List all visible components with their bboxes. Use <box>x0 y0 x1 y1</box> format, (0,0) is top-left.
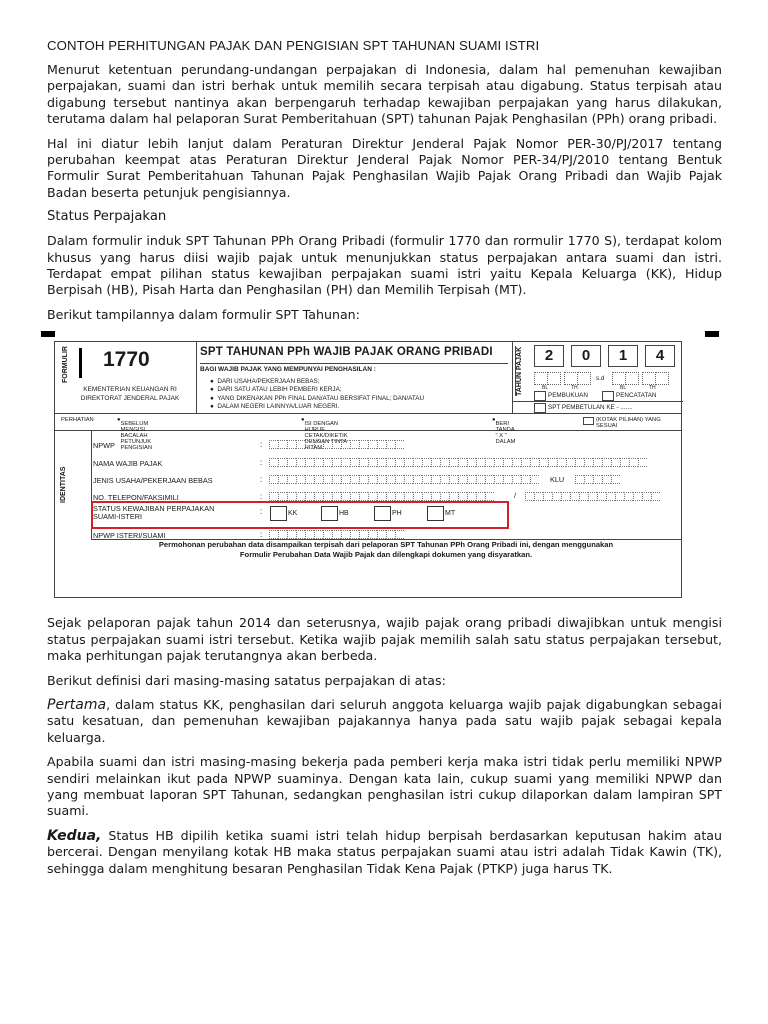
paragraph-definitions-intro: Berikut definisi dari masing-masing satatus perpajakan di atas: <box>47 672 446 688</box>
status-kk-label: KK <box>288 510 298 518</box>
identitas-label: IDENTITAS <box>60 467 67 504</box>
sample-checkbox <box>583 417 594 425</box>
document-title: CONTOH PERHITUNGAN PAJAK DAN PENGISIAN SPT TAHUNAN SUAMI ISTRI <box>47 38 540 53</box>
year-box[interactable] <box>655 372 669 385</box>
status-mt-checkbox[interactable] <box>427 506 444 521</box>
bullet-item: ● DARI USAHA/PEKERJAAN BEBAS; <box>210 378 320 386</box>
year-box[interactable] <box>642 372 656 385</box>
month-box[interactable] <box>547 372 561 385</box>
year-digit-box[interactable]: 4 <box>645 345 675 367</box>
month-box[interactable] <box>534 372 548 385</box>
kementerian-text: KEMENTERIAN KEUANGAN RI <box>83 386 177 394</box>
status-ph-label: PH <box>392 510 402 518</box>
tahun-pajak-label: TAHUN PAJAK <box>516 346 523 396</box>
perhatian-note: ● BERI TANDA " X " DALAM <box>492 417 516 446</box>
colon: : <box>260 440 263 450</box>
jenis-usaha-label: JENIS USAHA/PEKERJAAN BEBAS <box>93 476 213 486</box>
bl-label: BL <box>620 385 627 392</box>
divider <box>512 401 683 402</box>
form-code-cell <box>55 342 197 413</box>
status-ph-checkbox[interactable] <box>374 506 391 521</box>
divider <box>200 363 508 364</box>
telepon-field[interactable] <box>269 492 494 501</box>
spt-title: SPT TAHUNAN PPh WAJIB PAJAK ORANG PRIBADI <box>200 346 493 359</box>
th-label: TH <box>649 385 656 392</box>
status-mt-label: MT <box>445 510 456 518</box>
colon: : <box>260 458 263 468</box>
telepon-label: NO. TELEPON/FAKSIMILI <box>93 493 179 503</box>
year-digit-box[interactable]: 0 <box>571 345 601 367</box>
month-box[interactable] <box>612 372 626 385</box>
bullet-item: ● DALAM NEGERI LAINNYA/LUAR NEGERI. <box>210 402 340 410</box>
year-digit-box[interactable]: 1 <box>608 345 638 367</box>
pembetulan-label: SPT PEMBETULAN KE - ....... <box>548 404 633 412</box>
perhatian-note: (KOTAK PILIHAN) YANG SESUAI <box>596 417 661 430</box>
npwp-label: NPWP <box>93 441 115 451</box>
th-label: TH <box>571 385 578 392</box>
lead-word: Pertama <box>47 696 107 713</box>
registration-mark <box>705 331 719 337</box>
year-digit-box[interactable]: 2 <box>534 345 564 367</box>
klu-field[interactable] <box>575 475 620 484</box>
perhatian-note: ● SEBELUM MENGISI BACALAH PETUNJUK PENGISIAN <box>117 417 153 452</box>
spt-form <box>54 341 682 598</box>
form-title-cell <box>196 342 513 413</box>
faksimili-field[interactable] <box>525 492 660 501</box>
pencatatan-checkbox[interactable] <box>602 391 614 401</box>
identitas-section <box>55 430 681 597</box>
colon: : <box>260 530 263 540</box>
pembukuan-checkbox[interactable] <box>534 391 546 401</box>
bullet-item: ● YANG DIKENAKAN PPh FINAL DAN/ATAU BERSIFAT FINAL; DAN/ATAU <box>210 394 424 402</box>
nama-field[interactable] <box>269 458 647 467</box>
form-code: 1770 <box>103 348 150 372</box>
status-hb-label: HB <box>339 510 349 518</box>
colon: : <box>260 507 263 517</box>
status-label: STATUS KEWAJIBAN PERPAJAKAN SUAMI-ISTERI <box>93 504 215 522</box>
registration-mark <box>41 331 55 337</box>
klu-label: KLU <box>550 475 565 485</box>
identitas-column <box>55 430 77 597</box>
form-footnote: Permohonan perubahan data disampaikan terpisah dari pelaporan SPT Tahunan PPh Orang Pribadi ini, dengan menggunakan Formulir Perubahan Data Wajib Pajak dan dilengkapi dokumen yang disyaratkan. <box>158 540 614 560</box>
bagi-label: BAGI WAJIB PAJAK YANG MEMPUNYAI PENGHASILAN : <box>200 366 376 374</box>
tax-year-cell <box>512 342 683 413</box>
perhatian-note: ● ISI DENGAN HURUF CETAK/DIKETIK DENGAN TINTA HITAM <box>301 417 348 452</box>
spt-form-image <box>41 331 719 599</box>
paragraph-pertama: Pertama, dalam status KK, penghasilan dari seluruh anggota keluarga wajib pajak digabungkan sebagai satu kesatuan, dan pemenuhan kewajiban pajakannya hanya pada satu wajib pajak sebagai kepala keluarga. <box>47 696 722 745</box>
perhatian-label: PERHATIAN <box>61 417 94 424</box>
slash-separator: / <box>514 491 517 501</box>
paragraph-status: Dalam formulir induk SPT Tahunan PPh Orang Pribadi (formulir 1770 dan rormulir 1770 S), terdapat kolom khusus yang harus diisi wajib pajak untuk menunjukkan status perpajakan antara suami dan istri. Terdapat empat pilihan status kewajiban perpajakan suami istri yaitu Kepala Keluarga (KK), Hidup Berpisah (HB), Pisah Harta dan Penghasilan (PH) dan Memilih Terpisah (MT). <box>47 233 722 298</box>
paragraph-kedua: Kedua, Status HB dipilih ketika suami istri telah hidup berpisah berdasarkan keputusan hakim atau bercerai. Dengan menyilang kotak HB maka status perpajakan suami atau istri adalah Tidak Kawin (TK), sehingga dalam menghitung besaran Penghasilan Tidak Kena Pajak (PTKP) juga harus TK. <box>47 827 722 876</box>
npwp-field[interactable] <box>269 440 404 449</box>
npwp-istri-field[interactable] <box>269 530 404 539</box>
paragraph-regulation: Hal ini diatur lebih lanjut dalam Peraturan Direktur Jenderal Pajak Nomor PER-30/PJ/2017 tentang perubahan keempat atas Peraturan Direktur Jenderal Pajak Nomor PER-34/PJ/2010 tentang Bentuk Formulir Surat Pemberitahuan Tahunan Pajak Penghasilan Wajib Pajak Orang Pribadi dan Wajib Pajak Badan beserta petunjuk pengisiannya. <box>47 135 722 200</box>
pencatatan-label: PENCATATAN <box>616 392 657 400</box>
colon: : <box>260 492 263 502</box>
npwp-istri-label: NPWP ISTERI/SUAMI <box>93 531 166 541</box>
direktorat-text: DIREKTORAT JENDERAL PAJAK <box>80 394 180 402</box>
pembetulan-checkbox[interactable] <box>534 403 546 413</box>
ministry-label <box>65 386 195 403</box>
bar <box>79 348 82 378</box>
sd-label: s.d <box>596 375 605 383</box>
year-box[interactable] <box>564 372 578 385</box>
form-header <box>55 342 681 414</box>
year-box[interactable] <box>577 372 591 385</box>
pembukuan-label: PEMBUKUAN <box>548 392 588 400</box>
paragraph-intro: Menurut ketentuan perundang-undangan perpajakan di Indonesia, dalam hal pemenuhan kewajiban perpajakan, suami dan istri berhak untuk memilih secara terpisah atau digabung. Status terpisah atau digabung tersebut nantinya akan berpengaruh terhadap kewajiban perpajakan yang harus dilakukan, terutama dalam hal pelaporan Surat Pemberitahuan (SPT) tahunan Pajak Penghasilan (PPh) orang pribadi. <box>47 62 722 127</box>
section-heading: Status Perpajakan <box>47 209 167 225</box>
paragraph-form-intro: Berikut tampilannya dalam formulir SPT Tahunan: <box>47 306 360 322</box>
month-box[interactable] <box>625 372 639 385</box>
status-kk-checkbox[interactable] <box>270 506 287 521</box>
lead-word: Kedua, <box>47 827 102 844</box>
bl-label: BL <box>542 385 549 392</box>
colon: : <box>260 475 263 485</box>
status-hb-checkbox[interactable] <box>321 506 338 521</box>
nama-label: NAMA WAJIB PAJAK <box>93 459 163 469</box>
bullet-list <box>210 378 424 411</box>
bullet-item: ● DARI SATU ATAU LEBIH PEMBERI KERJA; <box>210 386 342 394</box>
paragraph-npwp: Apabila suami dan istri masing-masing bekerja pada pemberi kerja maka istri tidak perlu memiliki NPWP sendiri melainkan ikut pada NPWP suaminya. Dengan kata lain, cukup suami yang memiliki NPWP dan yang membuat laporan SPT Tahunan, sedangkan penghasilan istri cukup dilaporkan dalam lampiran SPT suami. <box>47 754 722 819</box>
jenis-usaha-field[interactable] <box>269 475 539 484</box>
paragraph-since-2014: Sejak pelaporan pajak tahun 2014 dan seterusnya, wajib pajak orang pribadi diwajibkan untuk mengisi status perpajakan suami istri tersebut. Ketika wajib pajak memilih salah satu status perpajakan tersebut, maka perhitungan pajak terutangnya akan berbeda. <box>47 615 722 664</box>
formulir-label: FORMULIR <box>62 346 69 384</box>
document-page <box>47 38 722 885</box>
